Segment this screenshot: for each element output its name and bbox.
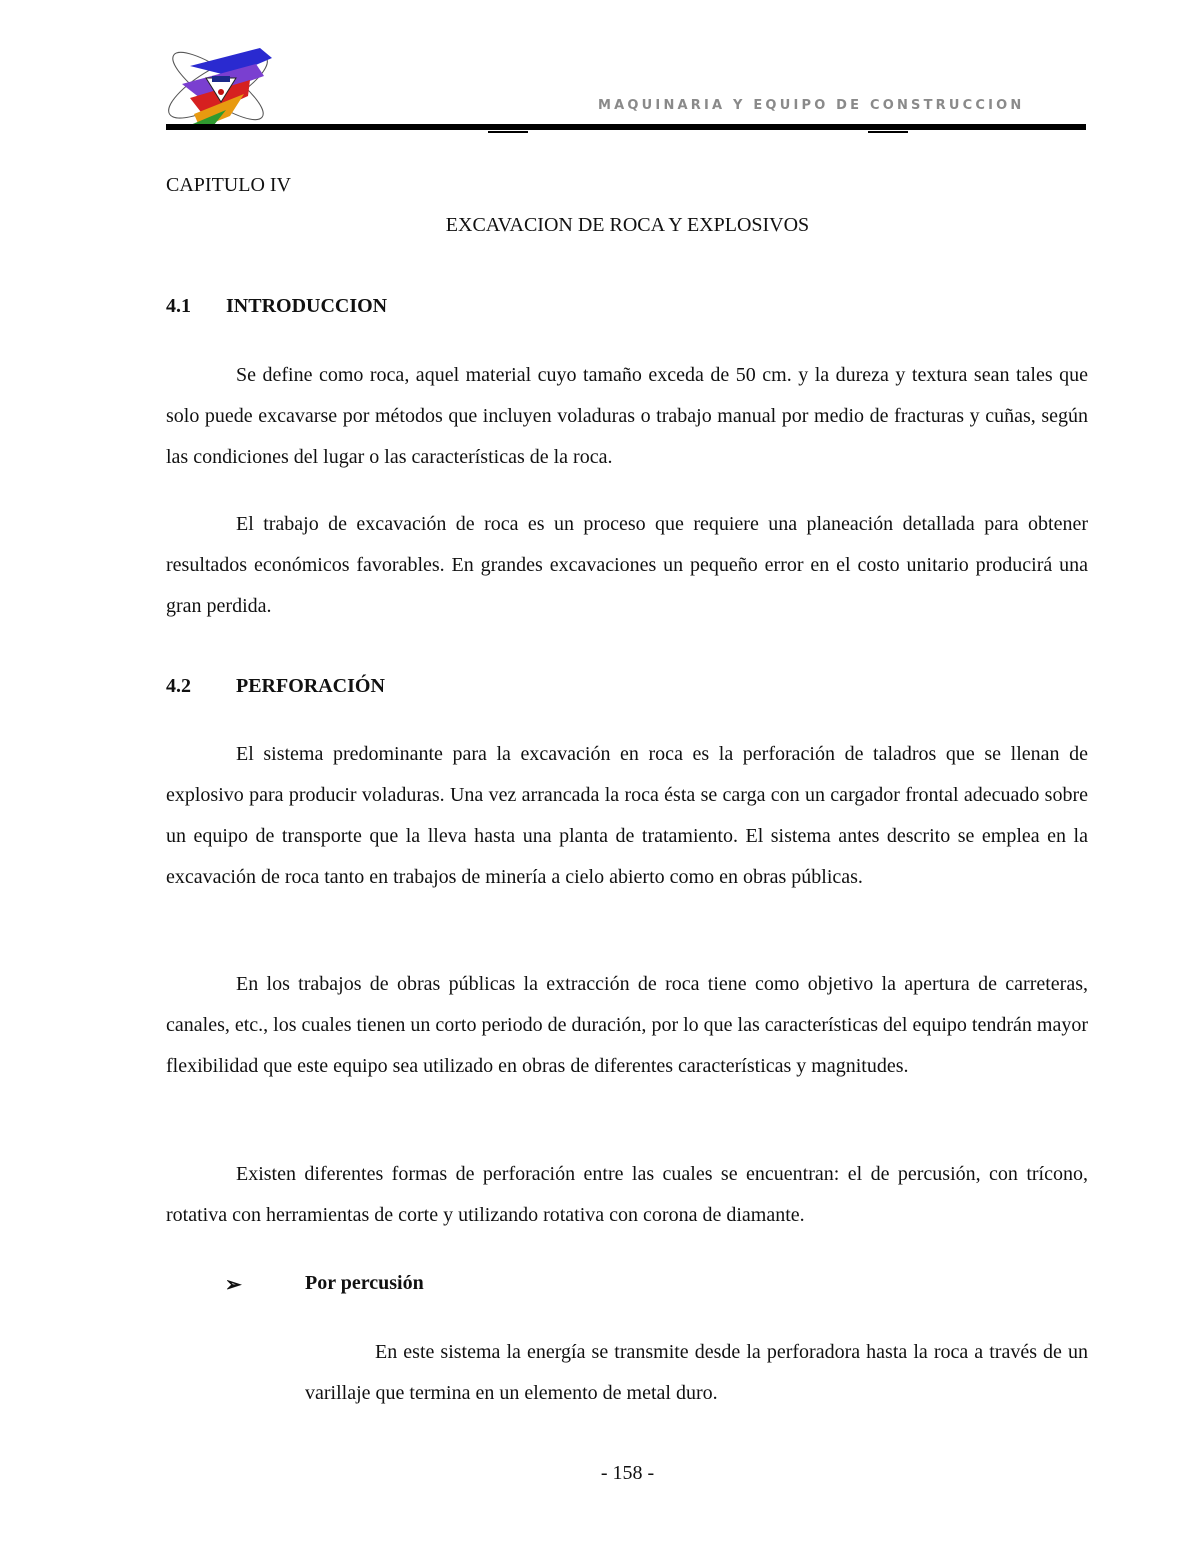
header-rule — [166, 124, 1086, 130]
section-number: 4.1 — [166, 295, 191, 317]
section-number: 4.2 — [166, 675, 191, 697]
subsection-title: Por percusión — [305, 1272, 424, 1294]
chapter-label: CAPITULO IV — [166, 174, 291, 196]
header-rule-tick — [488, 131, 528, 133]
arrow-bullet-icon: ➢ — [225, 1274, 242, 1296]
paragraph: En este sistema la energía se transmite desde la perforadora hasta la roca a través de un varillaje que termina en un elemento de metal duro. — [305, 1341, 1088, 1404]
paragraph: Se define como roca, aquel material cuyo tamaño exceda de 50 cm. y la dureza y textura sean tales que solo puede excavarse por métodos que incluyen voladuras o trabajo manual por medio de fracturas y cuñas, según las condiciones del lugar o las características de la roca. — [166, 364, 1088, 468]
header-rule-tick — [868, 131, 908, 133]
university-logo — [160, 36, 280, 134]
section-title: INTRODUCCION — [226, 295, 388, 317]
header-title: MAQUINARIA Y EQUIPO DE CONSTRUCCION — [598, 98, 1025, 113]
page-number: - 158 - — [600, 1462, 655, 1484]
paragraph: El sistema predominante para la excavación en roca es la perforación de taladros que se llenan de explosivo para producir voladuras. Una vez arrancada la roca ésta se carga con un cargador frontal adecuado sobre un equipo de transporte que la lleva hasta una planta de tratamiento. El sistema antes descrito se emplea en la excavación de roca tanto en trabajos de minería a cielo abierto como en obras públicas. — [166, 743, 1088, 888]
chapter-title: EXCAVACION DE ROCA Y EXPLOSIVOS — [445, 214, 810, 236]
section-title: PERFORACIÓN — [236, 675, 385, 697]
paragraph: En los trabajos de obras públicas la extracción de roca tiene como objetivo la apertura de carreteras, canales, etc., los cuales tienen un corto periodo de duración, por lo que las características del equipo tendrán mayor flexibilidad que este equipo sea utilizado en obras de diferentes características y magnitudes. — [166, 973, 1088, 1077]
paragraph: El trabajo de excavación de roca es un proceso que requiere una planeación detallada para obtener resultados económicos favorables. En grandes excavaciones un pequeño error en el costo unitario producirá una gran perdida. — [166, 513, 1088, 617]
paragraph: Existen diferentes formas de perforación entre las cuales se encuentran: el de percusión, con trícono, rotativa con herramientas de corte y utilizando rotativa con corona de diamante. — [166, 1163, 1088, 1226]
